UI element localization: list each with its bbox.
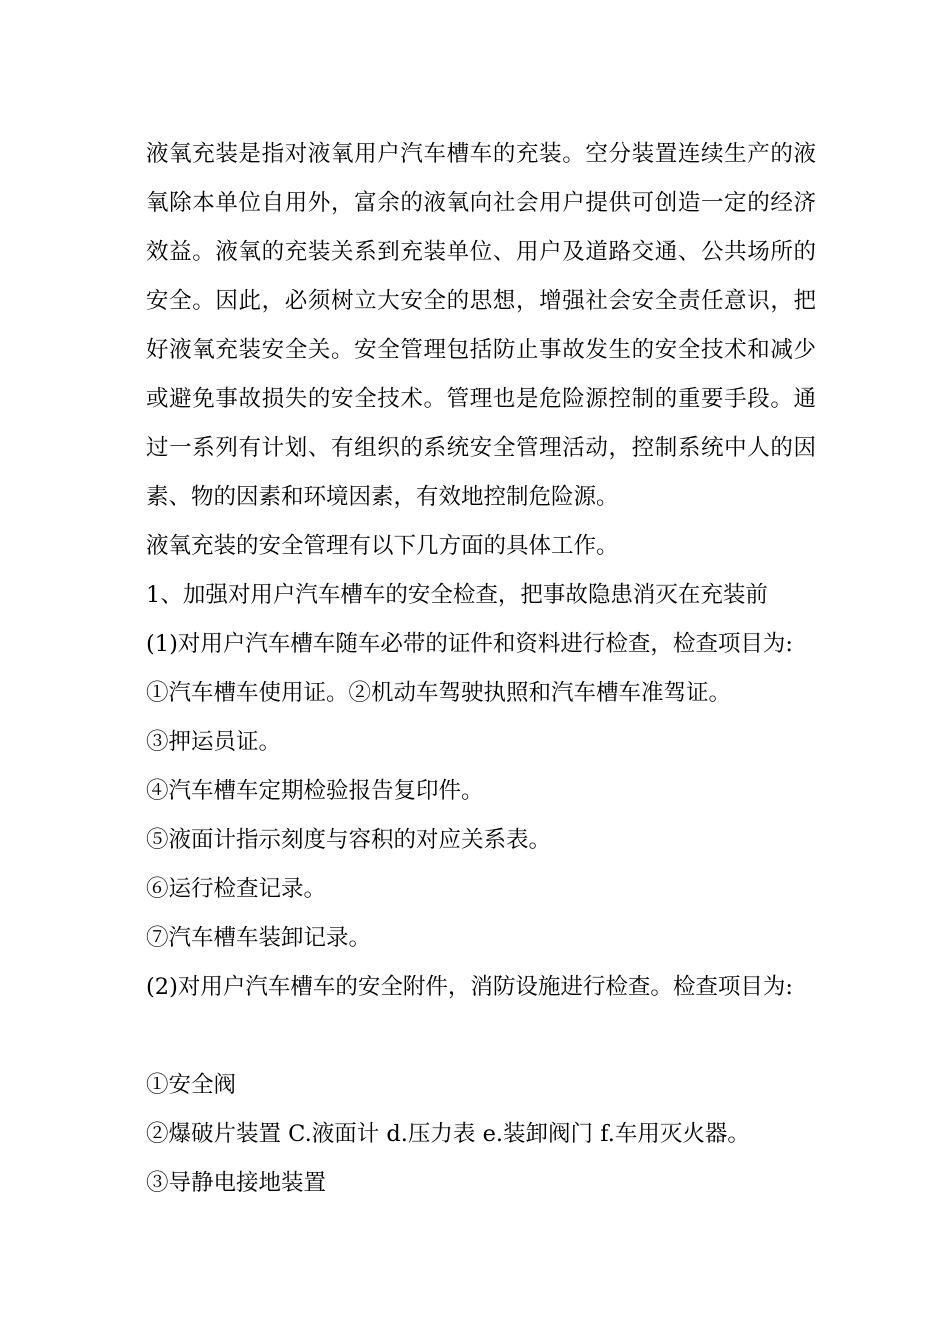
subsection-heading-1: (1)对用户汽车槽车随车必带的证件和资料进行检查，检查项目为: [146,631,793,657]
section-heading-1: 1、加强对用户汽车槽车的安全检查，把事故隐患消灭在充装前 [146,582,768,608]
section-intro-line: 液氧充装的安全管理有以下几方面的具体工作。 [146,533,619,559]
intro-paragraph: 液氧充装是指对液氧用户汽车槽车的充装。空分装置连续生产的液氧除本单位自用外，富余的液氧向社会用户提供可创造一定的经济效益。液氧的充装关系到充装单位、用户及道路交通、公共场所的安全。因此，必须树立大安全的思想，增强社会安全责任意识，把好液氧充装安全关。安全管理包括防止事故发生的安全技术和减少或避免事故损失的安全技术。管理也是危险源控制的重要手段。通过一系列有计划、有组织的系统安全管理活动，控制系统中人的因素、物的因素和环境因素，有效地控制危险源。 [146,141,816,510]
document-body [146,130,816,1208]
list-item: ⑤液面计指示刻度与容积的对应关系表。 [146,827,552,853]
subsection-heading-2: (2)对用户汽车槽车的安全附件，消防设施进行检查。检查项目为: [146,974,793,1000]
blank-line [146,1012,816,1061]
list-item: ①汽车槽车使用证。②机动车驾驶执照和汽车槽车准驾证。 [146,680,732,706]
list-item: ②爆破片装置 C.液面计 d.压力表 e.装卸阀门 f.车用灭火器。 [146,1121,750,1147]
list-item: ③押运员证。 [146,729,282,755]
list-item: ④汽车槽车定期检验报告复印件。 [146,778,484,804]
list-item: ③导静电接地装置 [146,1170,327,1196]
list-item: ①安全阀 [146,1072,237,1098]
list-item: ⑦汽车槽车装卸记录。 [146,925,372,951]
list-item: ⑥运行检查记录。 [146,876,327,902]
